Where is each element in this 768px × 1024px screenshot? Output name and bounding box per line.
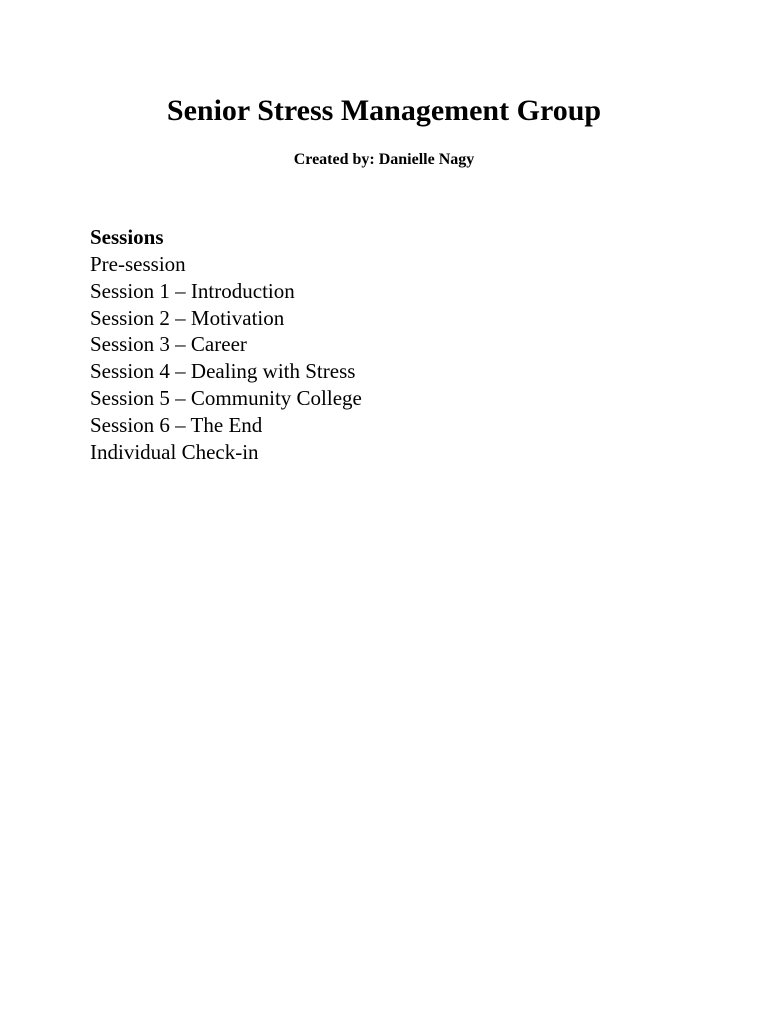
- session-item-pre-session: Pre-session: [90, 252, 186, 276]
- session-item-check-in: Individual Check-in: [90, 439, 259, 464]
- sessions-section: [90, 224, 690, 465]
- session-list: [90, 251, 690, 465]
- session-item-6: Session 6 – The End: [90, 412, 263, 437]
- session-item-2: Session 2 – Motivation: [90, 305, 285, 330]
- sessions-heading: Sessions: [90, 225, 164, 249]
- document-title: Senior Stress Management Group: [166, 94, 602, 127]
- session-item-4: Session 4 – Dealing with Stress: [90, 359, 356, 384]
- session-item-3: Session 3 – Career: [90, 332, 247, 357]
- session-item-1: Session 1 – Introduction: [90, 278, 295, 303]
- session-item-5: Session 5 – Community College: [90, 385, 362, 410]
- author-byline: Created by: Danielle Nagy: [293, 151, 475, 168]
